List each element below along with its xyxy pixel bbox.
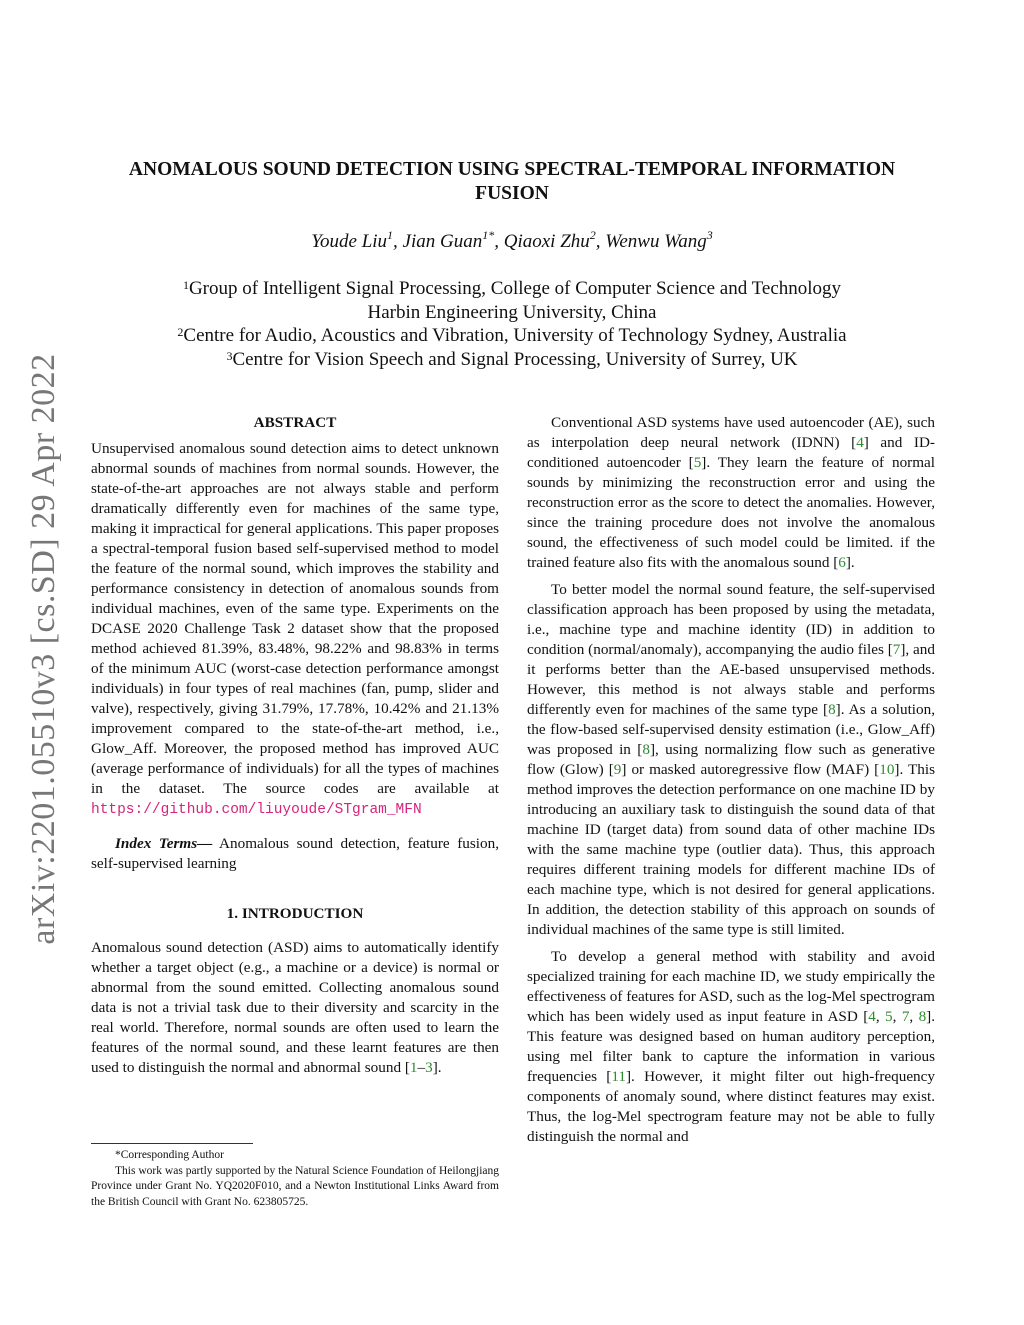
- corresponding-author-note: *Corresponding Author: [115, 1149, 224, 1161]
- paragraph-conventional-asd: Conventional ASD systems have used autoencoder (AE), such as interpolation deep neural network (IDNN) [4] and ID-conditioned autoencoder [5]. They learn the feature of normal sounds by minimizing the reconstruction error and using the reconstruction error as the score to detect the anomalies. However, since the training procedure does not involve the anomalous sound, the effectiveness of such model could be limited. if the trained feature also fits with the anomalous sound [6].: [527, 414, 935, 571]
- paragraph-self-supervised: To better model the normal sound feature, the self-supervised classification approach has been proposed by using the metadata, i.e., machine type and machine identity (ID) in addition to condition (normal/anomaly), accompanying the audio files [7], and it performs better than the AE-based unsupervised methods. However, this method is not always stable and performs differently even for machines of the same type [8]. As a solution, the flow-based self-supervised density estimation (i.e., Glow_Aff) was proposed in [8], using normalizing flow such as generative flow (Glow) [9] or masked autoregressive flow (MAF) [10]. This method improves the detection performance on one machine ID by introducing an auxiliary task to distinguish the sound data of that machine ID (target data) from sound data of other machine IDs with the same machine type (outlier data). Thus, this approach requires different training models for different machine IDs of each machine type, which is not desired for general applications. In addition, the detection stability of this approach on sounds of individual machines of the same type is still limited.: [527, 581, 935, 938]
- author-name: Qiaoxi Zhu: [503, 231, 590, 252]
- arxiv-identifier: arXiv:2201.05510v3 [cs.SD] 29 Apr 2022: [25, 353, 62, 945]
- right-column: [527, 413, 935, 1147]
- author-affil-mark: 1: [387, 228, 394, 242]
- funding-note: This work was partly supported by the Natural Science Foundation of Heilongjiang Province under Grant No. YQ2020F010, and a Newton Institutional Links Award from the British Council with Grant No. 623805725.: [91, 1164, 499, 1208]
- citation-link[interactable]: 3: [425, 1059, 433, 1076]
- paper-title: [100, 158, 924, 206]
- author-name: Jian Guan: [402, 231, 483, 252]
- citation-link[interactable]: 10: [879, 761, 895, 778]
- citation-link[interactable]: 8: [828, 701, 836, 718]
- author-affil-mark: 1*: [482, 228, 495, 242]
- citation-link[interactable]: 5: [885, 1008, 893, 1025]
- title-line-2: FUSION: [475, 183, 549, 204]
- source-code-link[interactable]: https://github.com/liuyoude/STgram_MFN: [91, 802, 422, 818]
- author-name: Wenwu Wang: [605, 231, 707, 252]
- intro-paragraph: Anomalous sound detection (ASD) aims to automatically identify whether a target object (e.g., a machine or a device) is normal or abnormal from the sound emitted. Collecting anomalous sound data is not a trivial task due to their diversity and scarcity in the real world. Therefore, normal sounds are often used to learn the features of the normal sound, and these learnt features are then used to distinguish the normal and abnormal sound [1–3].: [91, 939, 499, 1076]
- citation-link[interactable]: 7: [901, 1008, 910, 1025]
- introduction-heading: 1. INTRODUCTION: [226, 905, 364, 922]
- index-terms: Index Terms— Anomalous sound detection, feature fusion, self-supervised learning: [91, 835, 500, 872]
- citation-link[interactable]: 6: [838, 554, 846, 571]
- affiliations: [100, 277, 924, 371]
- citation-link[interactable]: 4: [868, 1008, 876, 1025]
- citation-link[interactable]: 11: [611, 1068, 626, 1085]
- citation-link[interactable]: 8: [918, 1008, 927, 1025]
- footnote: [91, 1143, 499, 1210]
- citation-link[interactable]: 4: [856, 434, 864, 451]
- title-line-1: ANOMALOUS SOUND DETECTION USING SPECTRAL-TEMPORAL INFORMATION: [128, 159, 896, 180]
- affiliation-1: $^1$Group of Intelligent Signal Processing, College of Computer Science and Technology: [182, 278, 842, 299]
- paragraph-general-method: To develop a general method with stability and avoid specialized training for each machine ID, we study empirically the effectiveness of features for ASD, such as the log-Mel spectrogram which has been widely used as input feature in ASD [4, 5, 7, 8]. This feature was designed based on human auditory perception, using mel filter bank to capture the information in various frequencies [11]. However, it might filter out high-frequency components of anomaly sound, where distinct features may exist. Thus, the log-Mel spectrogram feature may not be able to fully distinguish the normal and: [527, 948, 936, 1145]
- left-column: [91, 413, 499, 1078]
- citation-link[interactable]: 7: [892, 641, 901, 658]
- citation-link[interactable]: 1: [409, 1059, 418, 1076]
- citation-link[interactable]: 8: [642, 741, 650, 758]
- arxiv-side-stamp: [22, 354, 66, 944]
- abstract-body: Unsupervised anomalous sound detection aims to detect unknown abnormal sounds of machines from normal sounds. However, the state-of-the-art approaches are not always stable and perform dramatically differently even for machines of the same type, making it impractical for general applications. This paper proposes a spectral-temporal fusion based self-supervised method to model the feature of the normal sound, which improves the stability and performance consistency in detection of anomalous sounds from individual machines, even of the same type. Experiments on the DCASE 2020 Challenge Task 2 dataset show that the proposed method achieved 81.39%, 83.48%, 98.22% and 98.83% in terms of the minimum AUC (worst-case detection performance amongst individuals) in four types of real machines (fan, pump, slider and valve), respectively, giving 31.79%, 17.78%, 10.42% and 21.13% improvement compared to the state-of-the-art method, i.e., Glow_Aff. Moreover, the proposed method has improved AUC (average performance of individuals) for all the types of machines in the dataset. The source codes are available at https://github.com/liuyoude/STgram_MFN: [91, 440, 499, 818]
- citation-link[interactable]: 5: [693, 454, 702, 471]
- author-affil-mark: 3: [706, 228, 713, 242]
- affiliation-1-line-2: Harbin Engineering University, China: [367, 301, 657, 323]
- author-list: Youde Liu$^1$, Jian Guan$^{1*}$, Qiaoxi Zhu$^2$, Wenwu Wang$^3$: [311, 228, 713, 252]
- affiliation-2: $^2$Centre for Audio, Acoustics and Vibration, University of Technology Sydney, Australia: [177, 325, 847, 346]
- index-terms-label: Index Terms—: [115, 835, 213, 852]
- author-affil-mark: 2: [589, 228, 596, 242]
- footnote-divider: [91, 1143, 253, 1144]
- citation-link[interactable]: 9: [613, 761, 622, 778]
- abstract-heading: ABSTRACT: [253, 414, 337, 431]
- author-name: Youde Liu: [311, 231, 388, 252]
- affiliation-3: $^3$Centre for Vision Speech and Signal Processing, University of Surrey, UK: [226, 348, 798, 370]
